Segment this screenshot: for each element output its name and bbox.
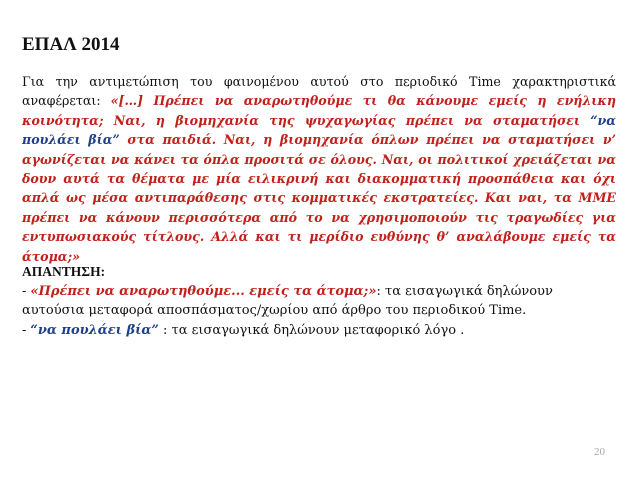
answer-item-2: [22, 321, 616, 341]
passage-quote-part1: «[…] Πρέπει να αναρωτηθούμε τι θα κάνουμε εμείς η ενήλικη κοινότητα; Ναι, η βιομηχανία της ψυχαγωγίας πρέπει να σταματήσει: [22, 93, 616, 128]
answer-item-1: [22, 282, 616, 321]
page-number: 20: [594, 446, 605, 458]
passage-quote-highlight: “να πουλάει βία”: [22, 112, 616, 148]
slide-title: ΕΠΑΛ 2014: [22, 34, 120, 55]
answer-dash: -: [22, 283, 27, 299]
answer-dash: -: [22, 322, 27, 338]
answer-item-1-text: : τα εισαγωγικά δηλώνουν αυτούσια μεταφορά αποσπάσματος/χωρίου από άρθρο του περιοδικού Time.: [22, 283, 553, 318]
answer-heading: ΑΠΑΝΤΗΣΗ:: [22, 264, 106, 279]
answer-section: [22, 262, 616, 340]
answer-item-2-text: : τα εισαγωγικά δηλώνουν μεταφορικό λόγο .: [158, 322, 465, 338]
quoted-passage: [22, 72, 616, 266]
passage-quote-part2: στα παιδιά. Ναι, η βιομηχανία όπλων πρέπει να σταματήσει ν’ αγωνίζεται να κάνει τα όπλα προσιτά σε όλους. Ναι, οι πολιτικοί χρειάζεται να δουν αυτά τα θέματα με μία ειλικρινή και διακομματική προσπάθεια και όχι απλά ως μέσα αντιπαράθεσης στις κομματικές εκστρατείες. Και ναι, τα ΜΜΕ πρέπει να κάνουν περισσότερα από το να χρησιμοποιούν τις τραγωδίες για εντυπωσιακούς τίτλους. Αλλά και τι μερίδιο ευθύνης θ’ αναλάβουμε εμείς τα άτομα;»: [22, 132, 617, 264]
answer-item-1-highlight: «Πρέπει να αναρωτηθούμε... εμείς τα άτομα;»: [30, 283, 377, 299]
passage-intro: Για την αντιμετώπιση του φαινομένου αυτού στο περιοδικό Time χαρακτηριστικά αναφέρεται:: [22, 74, 616, 109]
answer-item-2-highlight: “να πουλάει βία”: [30, 322, 159, 338]
